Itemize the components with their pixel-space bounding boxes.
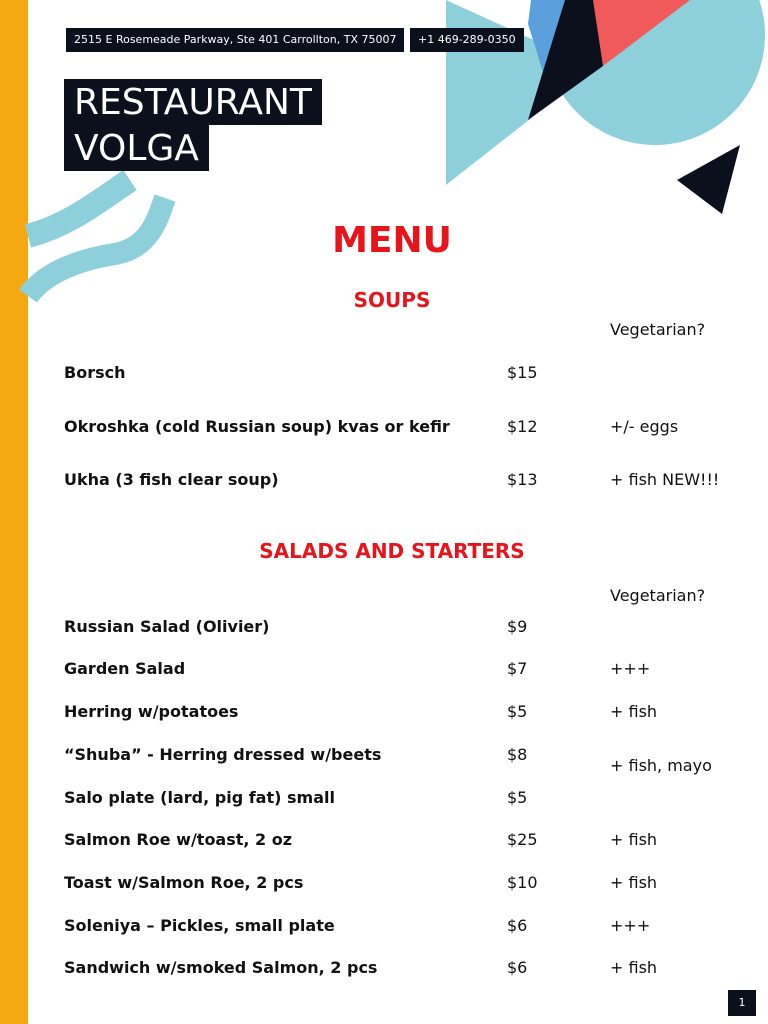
menu-item-veg: + fish [610, 830, 658, 849]
menu-item-price: $5 [507, 702, 528, 721]
menu-item-price: $8 [507, 745, 528, 764]
menu-item-price: $9 [507, 617, 528, 636]
menu-item-veg: + fish [610, 873, 658, 892]
menu-item-name: “Shuba” - Herring dressed w/beets [64, 745, 382, 764]
restaurant-title-line2: VOLGA [64, 125, 209, 171]
section-title-salads: SALADS AND STARTERS [259, 539, 525, 563]
menu-item-price: $6 [507, 916, 528, 935]
menu-item-name: Russian Salad (Olivier) [64, 617, 270, 636]
menu-item-veg: + fish [610, 702, 658, 721]
menu-item-price: $12 [507, 417, 538, 436]
menu-title: MENU [332, 220, 452, 261]
menu-item-veg: +++ [610, 916, 651, 935]
menu-item-name: Borsch [64, 363, 126, 382]
menu-item-name: Salmon Roe w/toast, 2 oz [64, 830, 293, 849]
menu-item-name: Soleniya – Pickles, small plate [64, 916, 335, 935]
restaurant-title-line1: RESTAURANT [64, 79, 322, 125]
menu-item-veg: +/- eggs [610, 417, 679, 436]
menu-item-veg: + fish [610, 958, 658, 977]
menu-item-price: $6 [507, 958, 528, 977]
phone-label: +1 469-289-0350 [410, 28, 524, 52]
menu-item-name: Garden Salad [64, 659, 186, 678]
menu-item-price: $25 [507, 830, 538, 849]
menu-item-name: Sandwich w/smoked Salmon, 2 pcs [64, 958, 378, 977]
menu-item-name: Toast w/Salmon Roe, 2 pcs [64, 873, 304, 892]
menu-item-name: Okroshka (cold Russian soup) kvas or kefir [64, 417, 450, 436]
menu-item-veg: +++ [610, 659, 651, 678]
menu-item-price: $10 [507, 873, 538, 892]
veg-header-salads: Vegetarian? [610, 586, 706, 605]
page-number: 1 [728, 990, 756, 1016]
menu-item-price: $13 [507, 470, 538, 489]
veg-header-soups: Vegetarian? [610, 320, 706, 339]
menu-item-price: $15 [507, 363, 538, 382]
menu-item-name: Herring w/potatoes [64, 702, 239, 721]
navy-small-triangle-shape [677, 145, 740, 214]
address-label: 2515 E Rosemeade Parkway, Ste 401 Carrollton, TX 75007 [66, 28, 404, 52]
menu-item-veg: + fish NEW!!! [610, 470, 720, 489]
menu-item-name: Ukha (3 fish clear soup) [64, 470, 279, 489]
menu-item-name: Salo plate (lard, pig fat) small [64, 788, 335, 807]
menu-item-price: $7 [507, 659, 528, 678]
menu-item-price: $5 [507, 788, 528, 807]
section-title-soups: SOUPS [353, 288, 431, 312]
menu-item-veg: + fish, mayo [610, 756, 712, 775]
